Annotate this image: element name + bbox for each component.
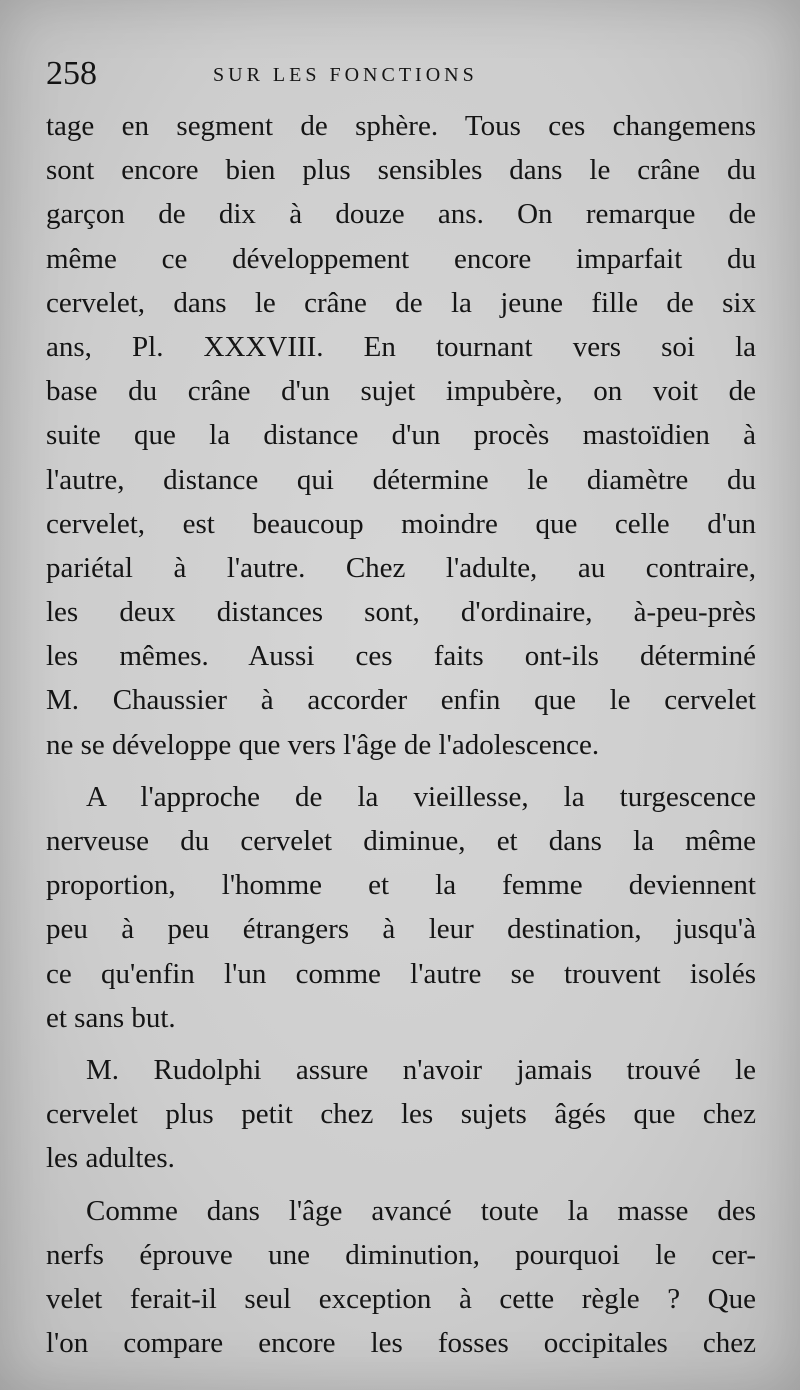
text-line: cervelet, dans le crâne de la jeune fille de six [46,286,756,319]
text-line: tage en segment de sphère. Tous ces changemens [46,110,756,142]
running-head: SUR LES FONCTIONS [213,64,478,86]
text-line: cervelet plus petit chez les sujets âgés que chez [46,1098,756,1131]
text-line: garçon de dix à douze ans. On remarque de [46,198,756,231]
text-line: et sans but. [46,1001,176,1034]
paragraph [46,1048,756,1181]
text-line: l'autre, distance qui détermine le diamètre du [46,463,756,496]
text-line: ans, Pl. XXXVIII. En tournant vers soi la [46,330,756,363]
text-line: base du crâne d'un sujet impubère, on voit de [46,375,756,408]
text-line: Comme dans l'âge avancé toute la masse des [86,1194,756,1227]
text-line: A l'approche de la vieillesse, la turgescence [86,780,756,813]
page-number: 258 [46,55,97,92]
page-header [46,52,756,96]
paragraph [46,1189,756,1366]
text-line: même ce développement encore imparfait du [46,242,756,275]
text-line: suite que la distance d'un procès mastoïdien à [46,419,756,452]
text-line: M. Rudolphi assure n'avoir jamais trouvé le [86,1053,756,1086]
text-line: sont encore bien plus sensibles dans le crâne du [46,154,756,187]
text-line: nerveuse du cervelet diminue, et dans la même [46,825,756,857]
paragraph [46,775,756,1040]
text-line: ne se développe que vers l'âge de l'adolescence. [46,728,600,761]
paragraph [46,104,756,767]
text-line: pariétal à l'autre. Chez l'adulte, au contraire, [46,551,756,584]
text-line: l'on compare encore les fosses occipitales chez [46,1327,756,1360]
text-line: ce qu'enfin l'un comme l'autre se trouvent isolés [46,957,756,990]
text-line: nerfs éprouve une diminution, pourquoi le cer- [46,1238,756,1271]
text-line: velet ferait-il seul exception à cette règle ? Que [46,1282,756,1315]
text-line: proportion, l'homme et la femme deviennent [46,869,756,902]
text-line: M. Chaussier à accorder enfin que le cervelet [46,684,756,717]
body-text [46,104,756,1365]
text-line: les adultes. [46,1142,175,1175]
text-line: cervelet, est beaucoup moindre que celle d'un [46,507,756,540]
text-line: les mêmes. Aussi ces faits ont-ils déterminé [46,640,756,673]
text-line: les deux distances sont, d'ordinaire, à-peu-près [46,596,756,629]
text-line: peu à peu étrangers à leur destination, jusqu'à [46,913,756,946]
